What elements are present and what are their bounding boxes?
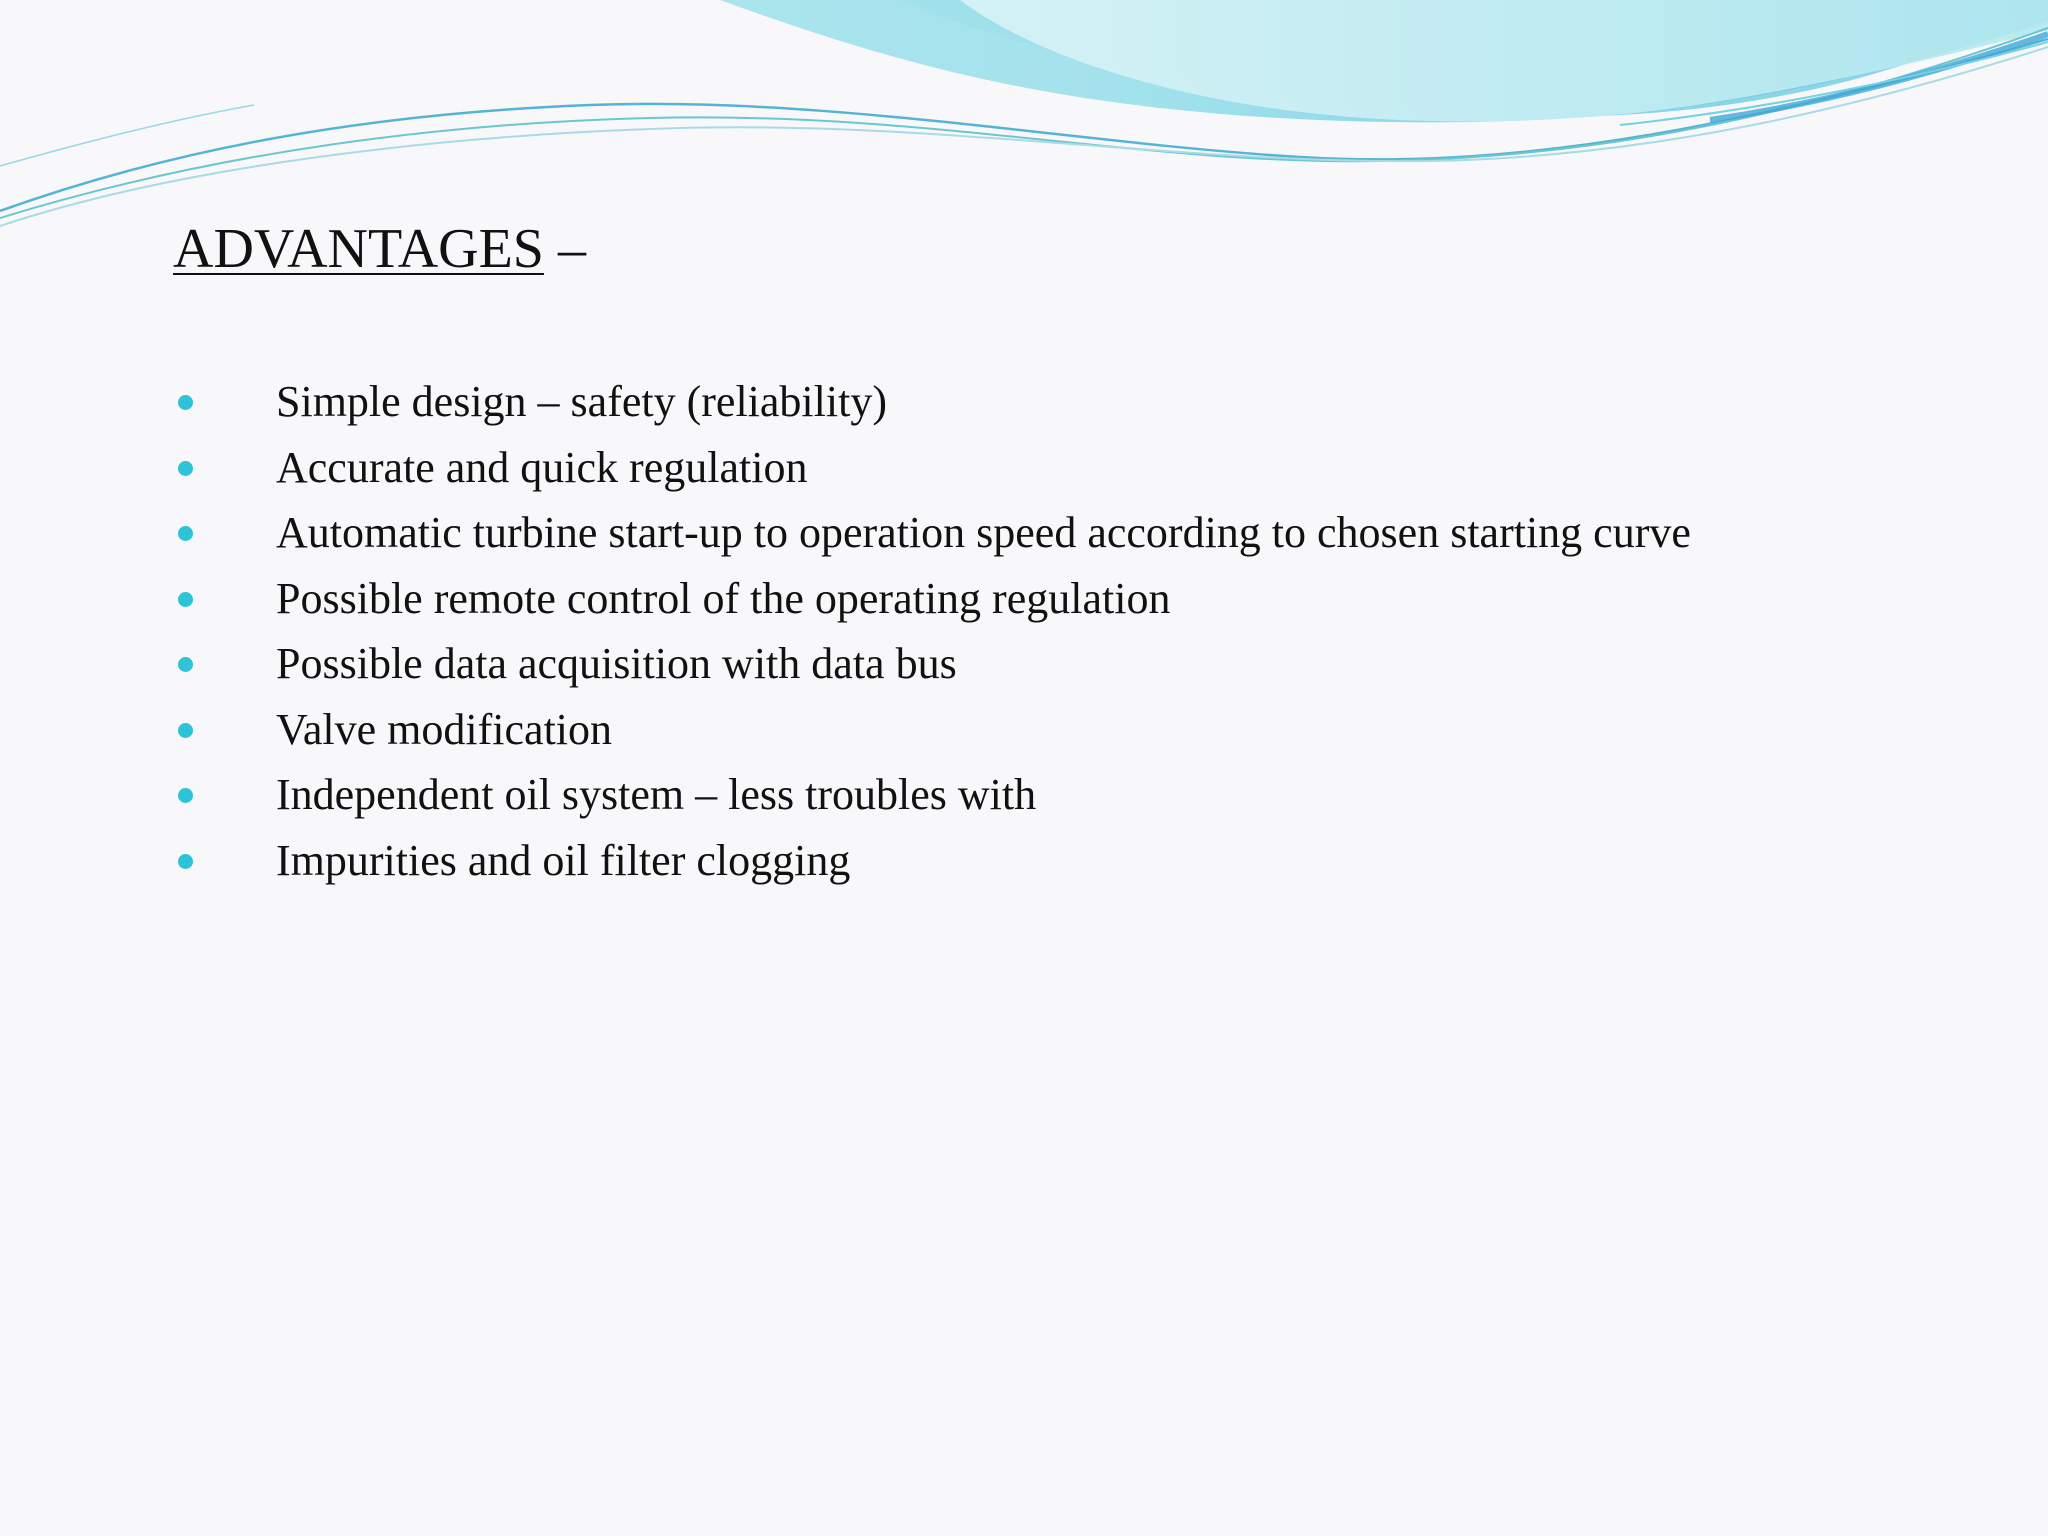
list-item-text: Possible remote control of the operating regulation: [276, 573, 1171, 623]
list-item: [173, 828, 1993, 894]
list-item-text: Independent oil system – less troubles with: [276, 770, 1037, 819]
list-item: [173, 566, 1993, 632]
advantages-list: [173, 369, 1993, 893]
bullet-icon: [178, 854, 193, 869]
list-item: [173, 631, 1993, 697]
list-item: [173, 762, 1993, 828]
list-item-text: Valve modification: [276, 704, 613, 754]
list-item-text: Automatic turbine start-up to operation speed according to chosen starting curve: [276, 508, 1691, 557]
bullet-icon: [178, 526, 193, 541]
decorative-wave-header: [0, 0, 2048, 240]
bullet-icon: [178, 461, 193, 476]
list-item-text: Accurate and quick regulation: [276, 442, 808, 492]
bullet-icon: [178, 723, 193, 738]
list-item-text: Simple design – safety (reliability): [276, 377, 887, 426]
list-item-text: Possible data acquisition with data bus: [276, 639, 957, 688]
list-item: [173, 697, 1993, 763]
list-item: [173, 500, 1993, 566]
list-item: [173, 369, 1993, 435]
list-item-text: Impurities and oil filter clogging: [276, 835, 851, 885]
title-text: ADVANTAGES: [173, 218, 544, 280]
bullet-icon: [178, 395, 193, 410]
list-item: [173, 435, 1993, 501]
title-dash: –: [557, 218, 586, 280]
bullet-icon: [178, 592, 193, 607]
bullet-icon: [178, 657, 193, 672]
slide-title: [173, 215, 586, 283]
bullet-icon: [178, 788, 193, 803]
